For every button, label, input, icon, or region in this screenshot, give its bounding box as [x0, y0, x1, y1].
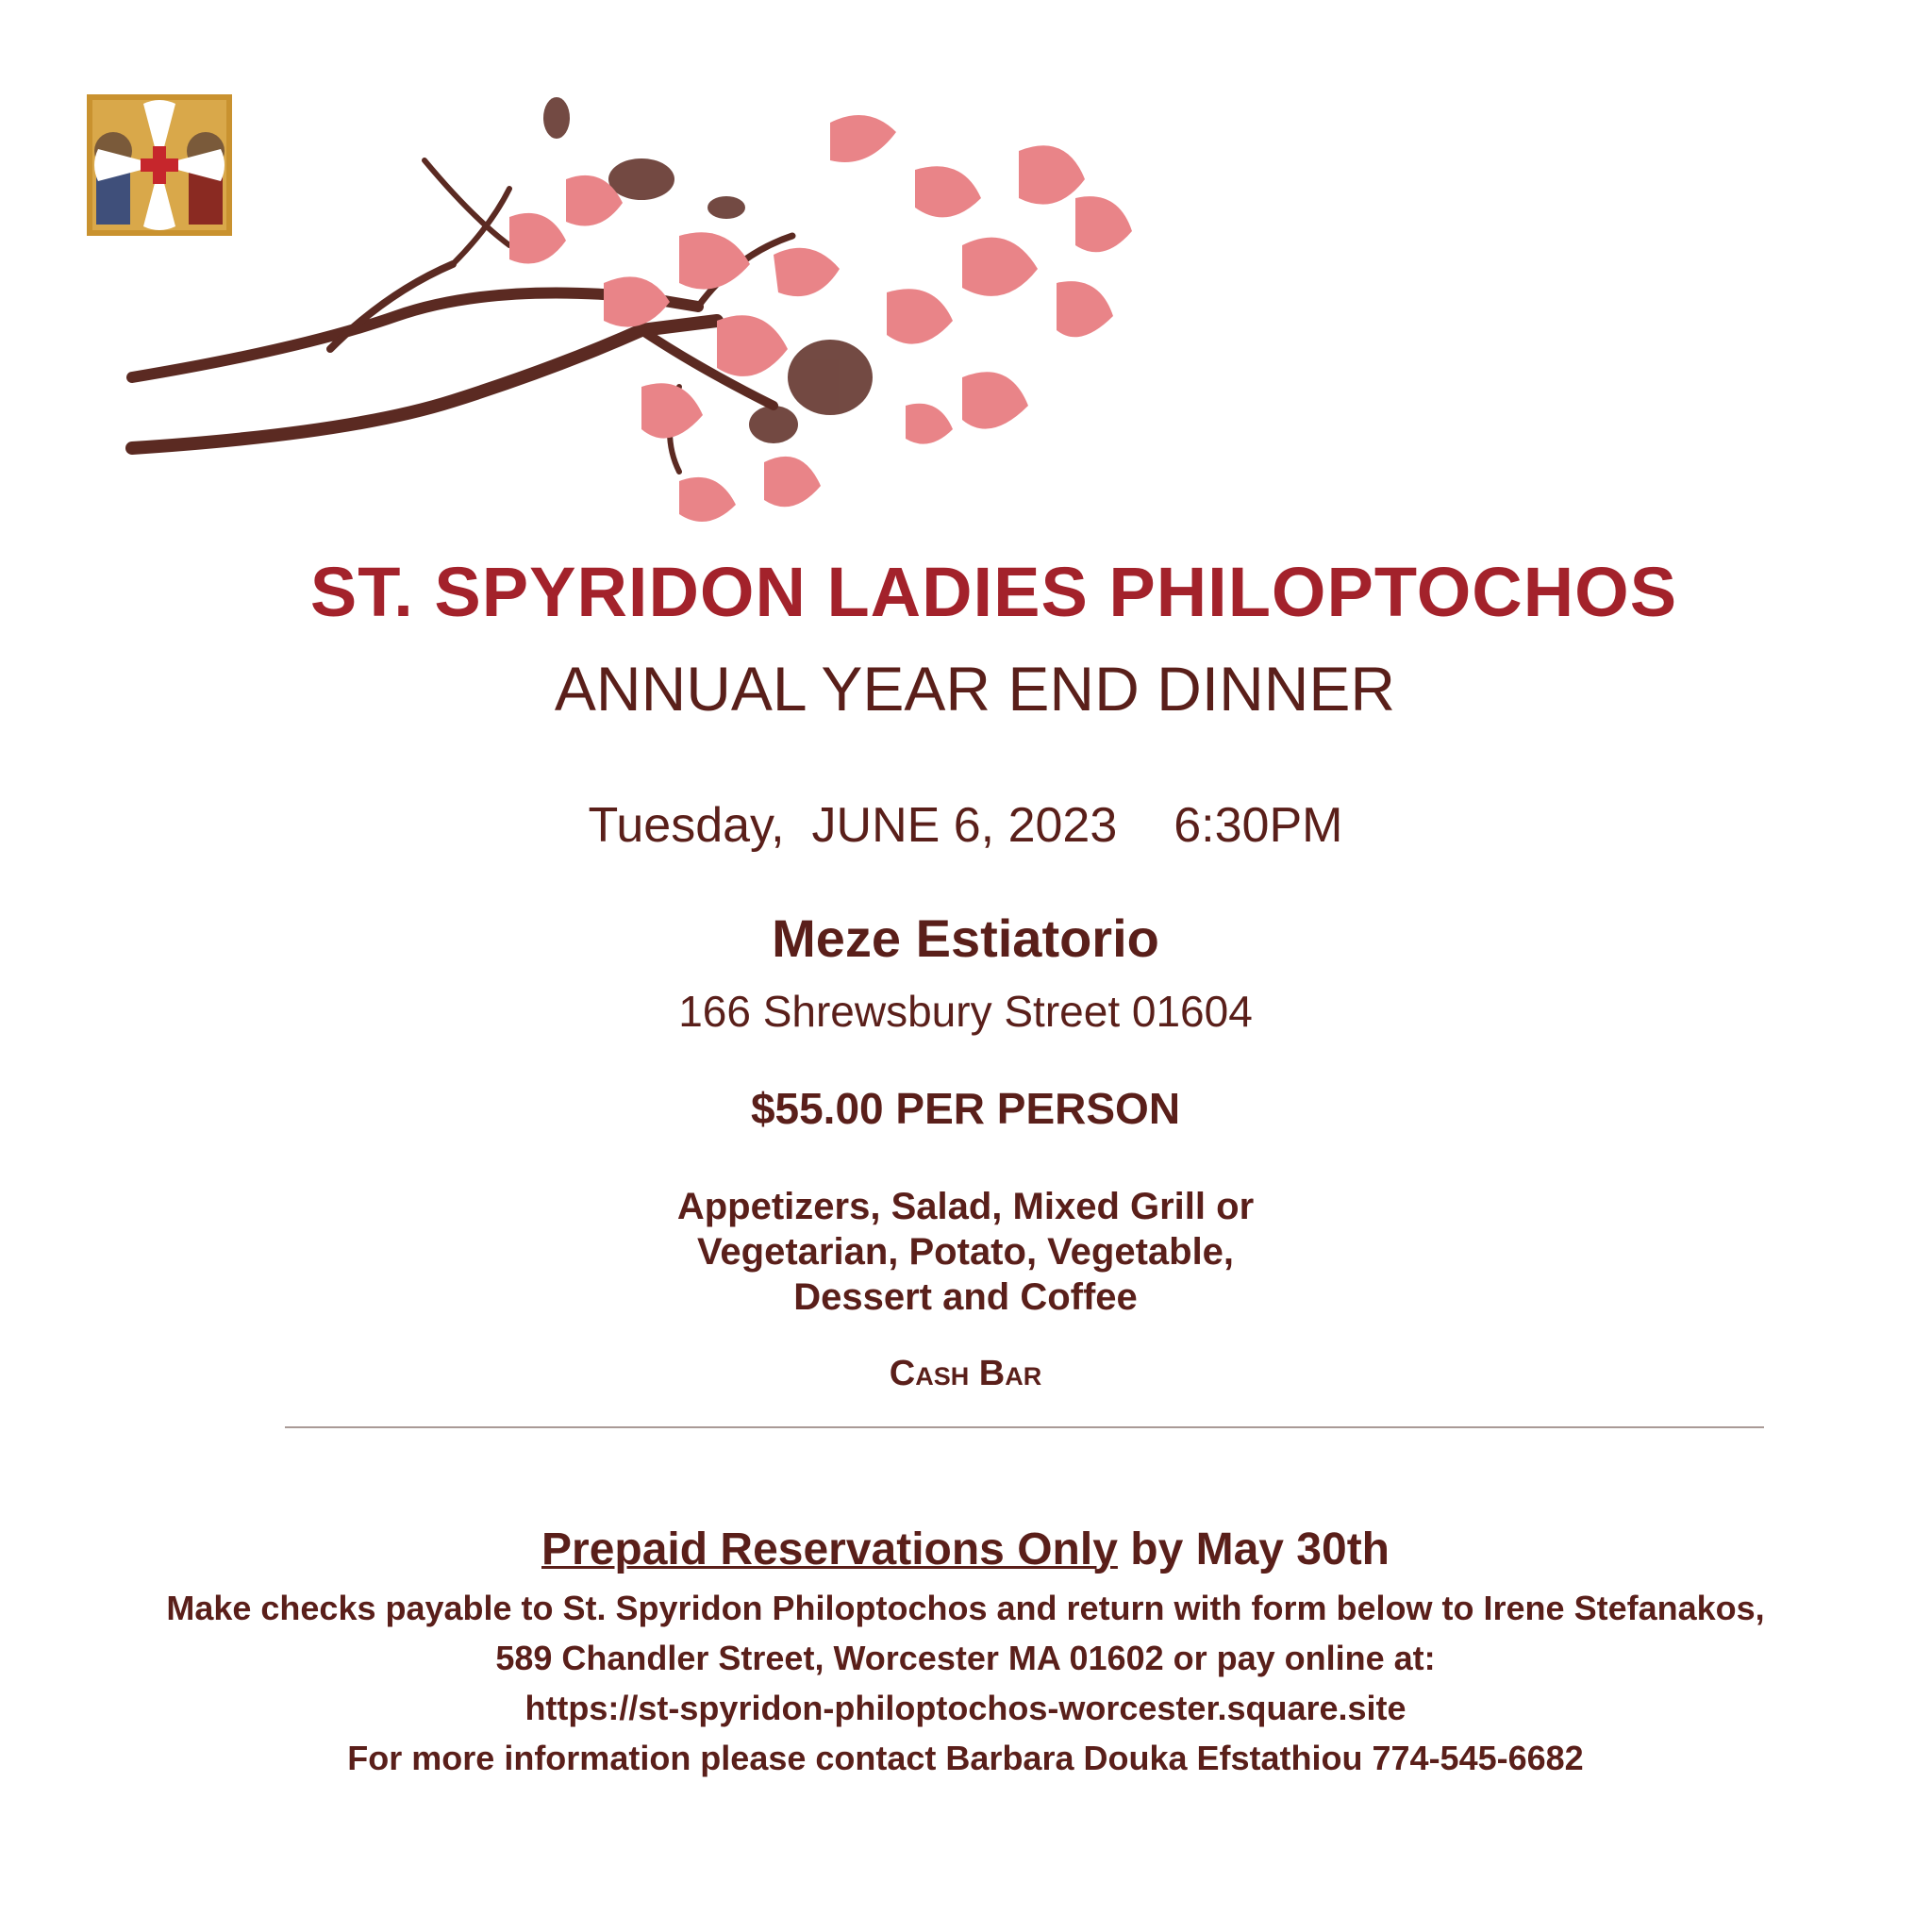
menu-line: Appetizers, Salad, Mixed Grill or [676, 1186, 1255, 1227]
info-line-address: 589 Chandler Street, Worcester MA 01602 or pay online at: [495, 1639, 1436, 1677]
info-line-payment: Make checks payable to St. Spyridon Philoptochos and return with form below to Irene Stefanakos, [166, 1589, 1765, 1627]
menu-line: Dessert and Coffee [793, 1276, 1138, 1318]
event-time: 6:30PM [1174, 798, 1343, 853]
organization-title: ST. SPYRIDON LADIES PHILOPTOCHOS [309, 553, 1678, 631]
reservation-info [0, 1583, 1931, 1783]
reservation-deadline: by May 30th [1117, 1524, 1390, 1574]
venue-name: Meze Estiatorio [772, 908, 1159, 968]
cherry-blossom-branch-illustration [113, 66, 1207, 538]
event-date: Tuesday, JUNE 6, 2023 [588, 798, 1118, 853]
cash-bar-note: Cash Bar [889, 1354, 1042, 1393]
menu-description [0, 1184, 1931, 1320]
section-divider [285, 1426, 1764, 1428]
reservation-heading [0, 1524, 1931, 1575]
event-date-time [0, 797, 1931, 854]
ticket-price: $55.00 PER PERSON [750, 1084, 1181, 1133]
venue-address: 166 Shrewsbury Street 01604 [678, 987, 1253, 1036]
event-title: ANNUAL YEAR END DINNER [554, 654, 1396, 724]
reservation-heading-underlined: Prepaid Reservations Only [541, 1524, 1118, 1574]
info-line-contact: For more information please contact Barbara Douka Efstathiou 774-545-6682 [347, 1739, 1584, 1777]
menu-line: Vegetarian, Potato, Vegetable, [696, 1231, 1235, 1273]
info-line-website-link[interactable]: https://st-spyridon-philoptochos-worcester.square.site [524, 1689, 1407, 1727]
